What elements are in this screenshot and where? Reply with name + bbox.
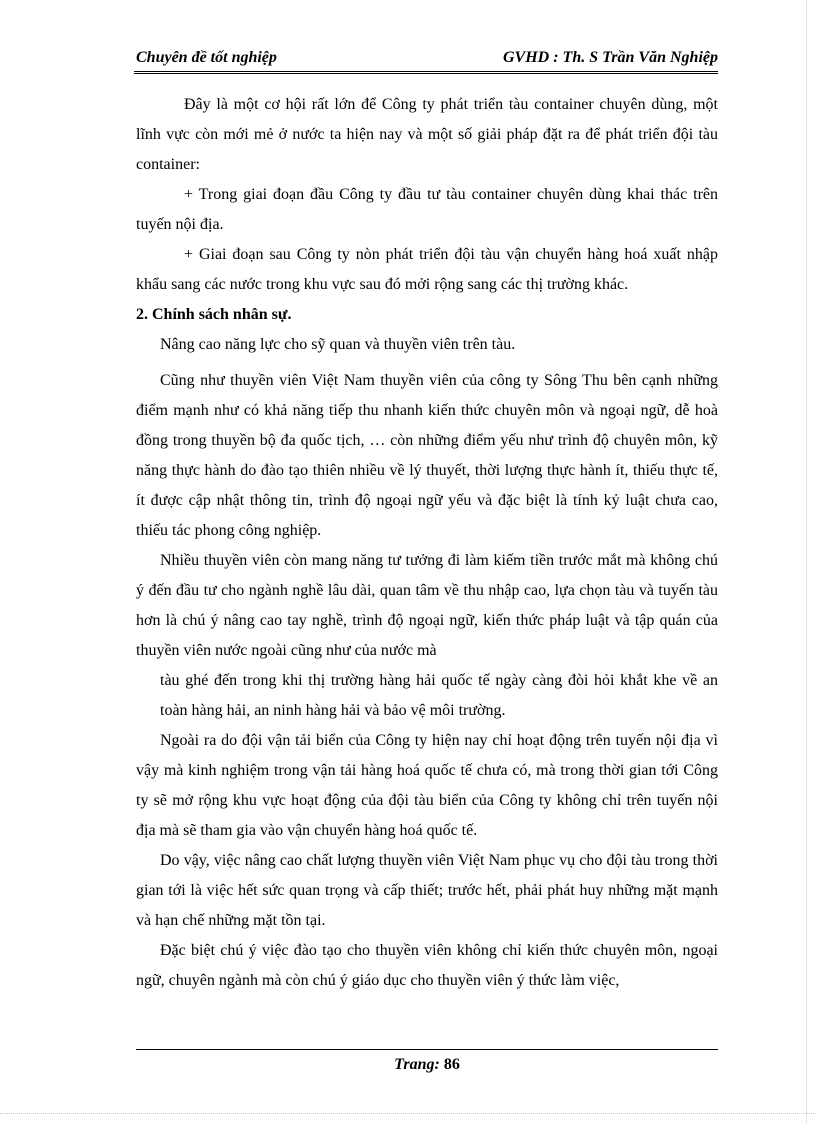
paragraph-4: Nâng cao năng lực cho sỹ quan và thuyền viên trên tàu. [160, 336, 516, 353]
paragraph-3: + Giai đoạn sau Công ty nòn phát triển đội tàu vận chuyển hàng hoá xuất nhập khẩu sang các nước trong khu vực sau đó mởi rộng sang các thị trường khác. [136, 246, 718, 293]
section-heading: 2. Chính sách nhân sự. [136, 306, 292, 323]
page-number: 86 [443, 1056, 460, 1073]
header-title: Chuyên đề tốt nghiệp [136, 49, 277, 66]
paragraph-6b: tàu ghé đến trong khi thị trường hàng hải quốc tế ngày càng đòi hỏi khắt khe về an toàn hàng hải, an ninh hàng hải và bảo vệ môi trường. [160, 672, 718, 719]
paragraph-5: Cũng như thuyền viên Việt Nam thuyền viên của công ty Sông Thu bên cạnh những điểm mạnh như có khả năng tiếp thu nhanh kiến thức chuyên môn và ngoại ngữ, dễ hoà đồng trong thuyền bộ đa quốc tịch, … còn những điểm yếu như trình độ chuyên môn, kỹ năng thực hành do đào tạo thiên nhiều về lý thuyết, thời lượng thực hành ít, thiếu thực tế, ít được cập nhật thông tin, trình độ ngoại ngữ yếu và đặc biệt là tính kỷ luật chưa cao, thiếu tác phong công nghiệp. [136, 372, 718, 539]
header-advisor: GVHD : Th. S Trần Văn Nghiệp [503, 49, 718, 66]
paragraph-1: Đây là một cơ hội rất lớn để Công ty phát triển tàu container chuyên dùng, một lĩnh vực còn mới mẻ ở nước ta hiện nay và một số giải pháp đặt ra để phát triển đội tàu container: [136, 96, 718, 173]
paragraph-6a: Nhiều thuyền viên còn mang năng tư tưởng đi làm kiếm tiền trước mắt mà không chú ý đến đầu tư cho ngành nghề lâu dài, quan tâm về thu nhập cao, lựa chọn tàu và tuyến tàu hơn là chú ý nâng cao tay nghề, trình độ ngoại ngữ, kiến thức pháp luật và tập quán của thuyền viên nước ngoài cũng như của nước mà [136, 552, 718, 659]
page-border-right [806, 0, 807, 1123]
page-border-bottom [0, 1113, 816, 1114]
paragraph-2: + Trong giai đoạn đầu Công ty đầu tư tàu container chuyên dùng khai thác trên tuyến nội địa. [136, 186, 718, 233]
paragraph-9: Đặc biệt chú ý việc đào tạo cho thuyền viên không chỉ kiến thức chuyên môn, ngoại ngữ, chuyên ngành mà còn chú ý giáo dục cho thuyền viên ý thức làm việc, [136, 942, 718, 989]
footer-rule [136, 1049, 718, 1050]
document-body [136, 90, 718, 996]
page-footer [136, 1056, 718, 1074]
page-number-label: Trang: [394, 1056, 440, 1073]
paragraph-7: Ngoài ra do đội vận tải biển của Công ty hiện nay chỉ hoạt động trên tuyến nội địa vì vậy mà kinh nghiệm trong vận tải hàng hoá quốc tế chưa có, mà trong thời gian tới Công ty sẽ mở rộng khu vực hoạt động của đội tàu biển của Công ty không chỉ trên tuyến nội địa mà sẽ tham gia vào vận chuyển hàng hoá quốc tế. [136, 732, 718, 839]
paragraph-8: Do vậy, việc nâng cao chất lượng thuyền viên Việt Nam phục vụ cho đội tàu trong thời gian tới là việc hết sức quan trọng và cấp thiết; trước hết, phải phát huy những mặt mạnh và hạn chế những mặt tồn tại. [136, 852, 718, 929]
page-header [134, 47, 718, 74]
